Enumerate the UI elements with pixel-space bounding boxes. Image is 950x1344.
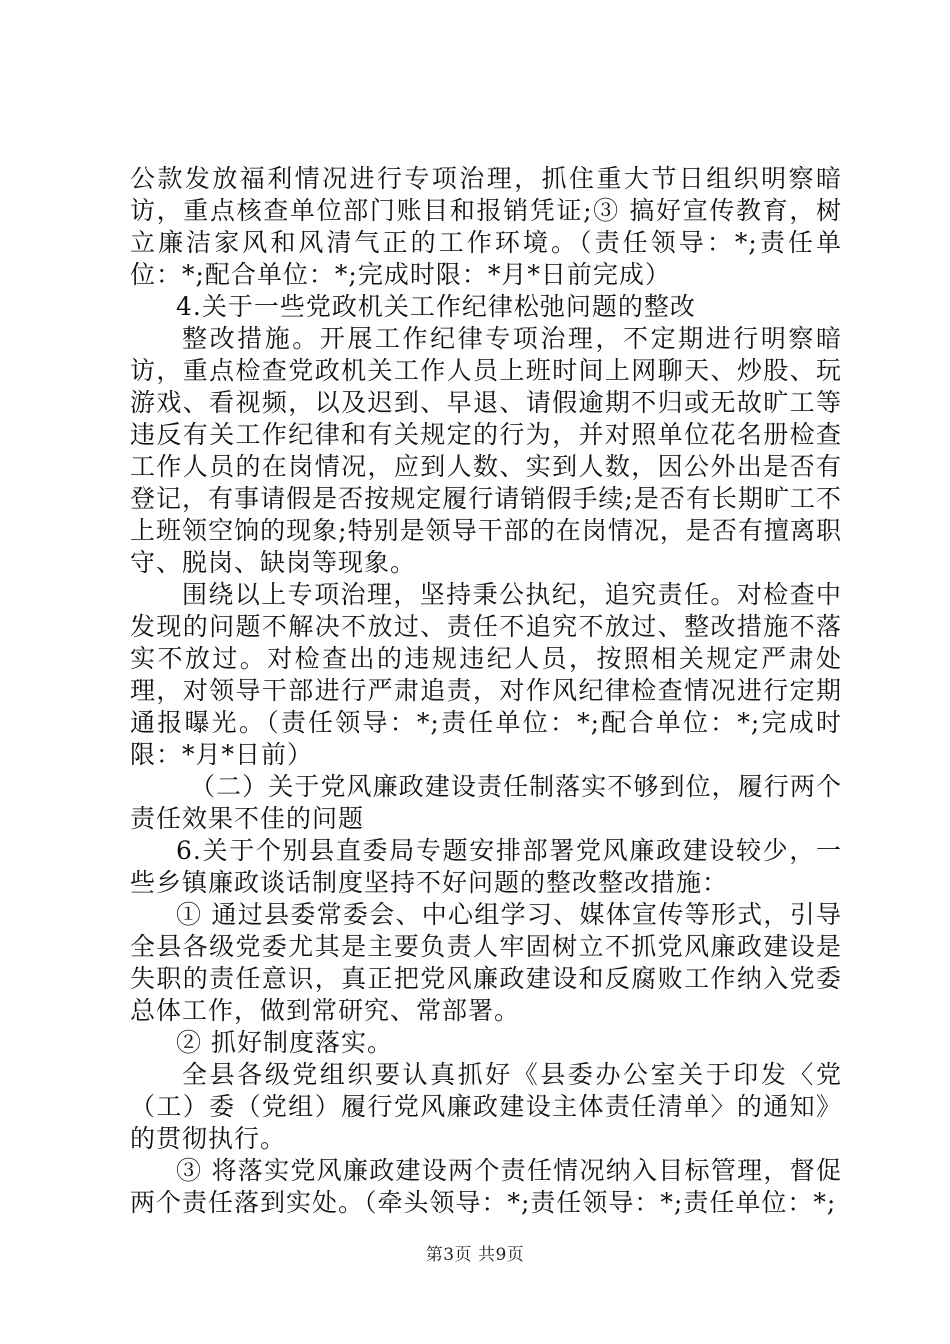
paragraph-accountability: 围绕以上专项治理，坚持秉公执纪，追究责任。对检查中发现的问题不解决不放过、责任不追究不放过、整改措施不落实不放过。对检查出的违规违纪人员，按照相关规定严肃处理，对领导干部进行严肃追责，对作风纪律检查情况进行定期通报曝光。（责任领导：*;责任单位：*;配合单位：*;完成时限：*月*日前） bbox=[130, 580, 842, 769]
measure-item-2: ② 抓好制度落实。 bbox=[176, 1028, 393, 1057]
section-heading-2: （二）关于党风廉政建设责任制落实不够到位，履行两个责任效果不佳的问题 bbox=[130, 772, 842, 833]
measure-item-1: ① 通过县委常委会、中心组学习、媒体宣传等形式，引导全县各级党委尤其是主要负责人牢固树立不抓党风廉政建设是失职的责任意识，真正把党风廉政建设和反腐败工作纳入党委总体工作，做到常研究、常部署。 bbox=[130, 900, 842, 1025]
document-body bbox=[130, 163, 842, 1219]
measure-item-3: ③ 将落实党风廉政建设两个责任情况纳入目标管理，督促两个责任落到实处。（牵头领导：*;责任领导：*;责任单位：*; bbox=[130, 1156, 842, 1217]
heading-item-6: 6.关于个别县直委局专题安排部署党风廉政建设较少，一些乡镇廉政谈话制度坚持不好问题的整改整改措施： bbox=[130, 836, 842, 897]
page-number-footer: 第3页 共9页 bbox=[425, 1245, 525, 1265]
paragraph-rectification-measures: 整改措施。开展工作纪律专项治理，不定期进行明察暗访，重点检查党政机关工作人员上班时间上网聊天、炒股、玩游戏、看视频，以及迟到、早退、请假逾期不归或无故旷工等违反有关工作纪律和有关规定的行为，并对照单位花名册检查工作人员的在岗情况，应到人数、实到人数，因公外出是否有登记，有事请假是否按规定履行请销假手续;是否有长期旷工不上班领空饷的现象;特别是领导干部的在岗情况，是否有擅离职守、脱岗、缺岗等现象。 bbox=[130, 324, 842, 577]
paragraph-implementation: 全县各级党组织要认真抓好《县委办公室关于印发〈党（工）委（党组）履行党风廉政建设主体责任清单〉的通知》的贯彻执行。 bbox=[130, 1060, 842, 1153]
paragraph-welfare-continuation: 公款发放福利情况进行专项治理，抓住重大节日组织明察暗访，重点核查单位部门账目和报销凭证;③ 搞好宣传教育，树立廉洁家风和风清气正的工作环境。（责任领导：*;责任单位：*;配合单位：*;完成时限：*月*日前完成） bbox=[130, 164, 842, 289]
heading-item-4: 4.关于一些党政机关工作纪律松弛问题的整改 bbox=[176, 292, 696, 321]
